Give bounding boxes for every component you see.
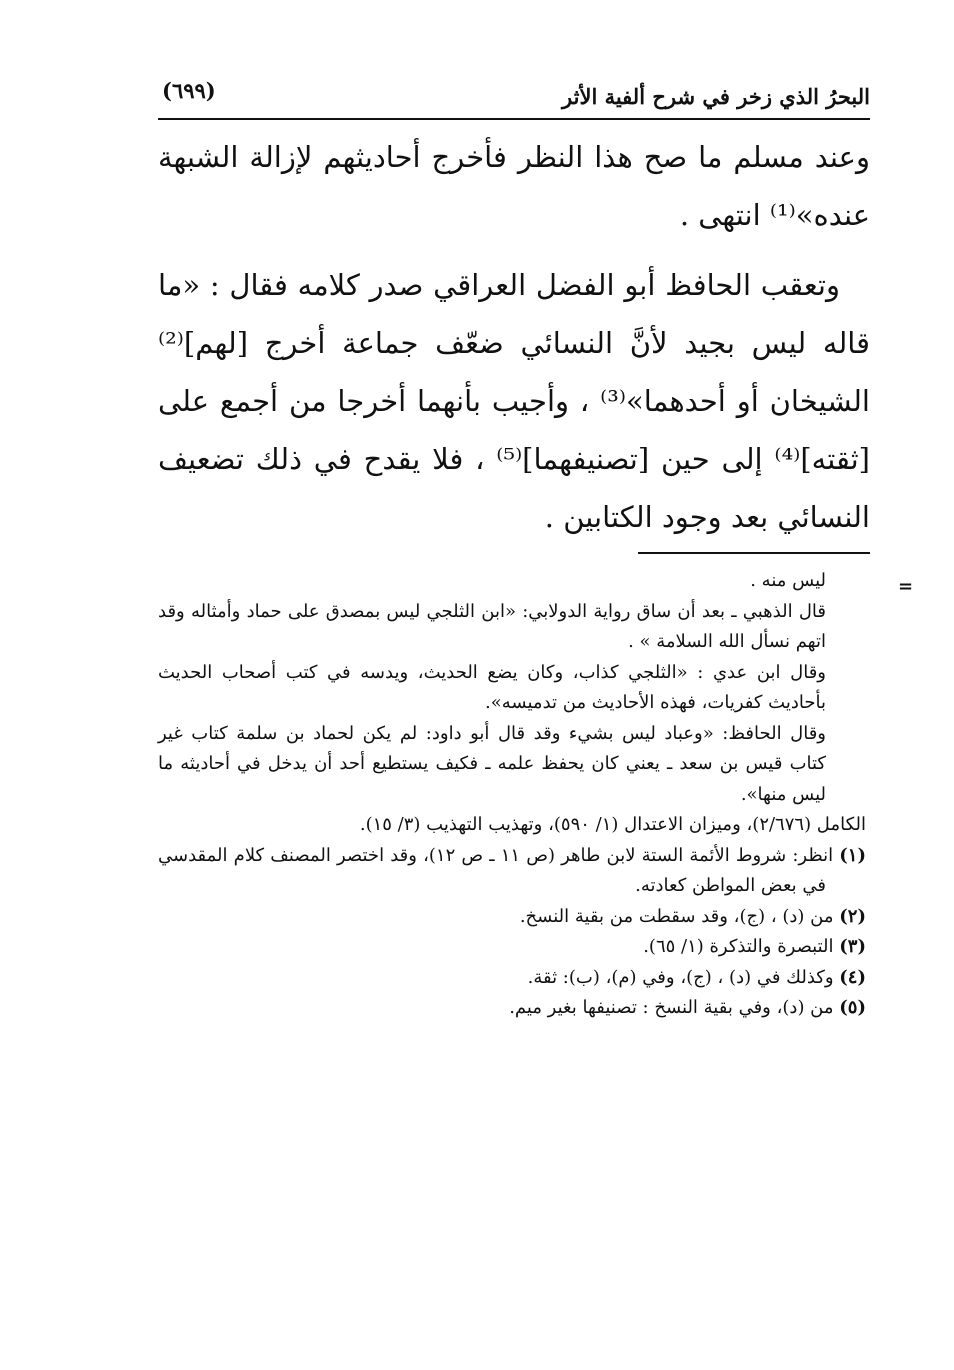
footnote-continuation: وقال الحافظ: «وعباد ليس بشيء وقد قال أبو داود: لم يكن لحماد بن سلمة كتاب غير كتاب قيس بن سعد ـ يعني كان يحفظ علمه ـ فكيف يستطيع أحد أن يدخل في أحاديثه ما ليس منها». — [158, 722, 827, 805]
footnote-number: (٢) — [839, 905, 866, 927]
main-text — [158, 128, 870, 546]
footnote-text: من (د) ، (ج)، وقد سقطت من بقية النسخ. — [519, 905, 834, 927]
continuation-mark: = — [898, 576, 914, 597]
footnote-continuation: قال الذهبي ـ بعد أن ساق رواية الدولابي: «ابن الثلجي ليس بمصدق على حماد وأمثاله وقد اتهم نسأل الله السلامة » . — [158, 600, 826, 652]
footnotes — [158, 566, 870, 1024]
footnote-number: (٣) — [839, 936, 866, 957]
main-paragraph: وتعقب الحافظ أبو الفضل العراقي صدر كلامه فقال : «ما قاله ليس بجيد لأنَّ النسائي ضعّف جماعة أخرج [لهم]⁽²⁾ الشيخان أو أحدهما»⁽³⁾ ، وأجيب بأنهما أخرجا من أجمع على [ثقته]⁽⁴⁾ إلى حين [تصنيفهما]⁽⁵⁾ ، فلا يقدح في ذلك تضعيف النسائي بعد وجود الكتابين . — [158, 268, 870, 534]
footnote-number: (٤) — [839, 966, 866, 988]
page-number: (٦٩٩) — [162, 78, 216, 103]
page-header — [158, 74, 870, 120]
footnote-item — [158, 932, 870, 963]
footnote-number: (١) — [839, 844, 866, 866]
footnote-continuation: ليس منه . — [750, 570, 826, 591]
footnote-source: الكامل (٢/٦٧٦)، وميزان الاعتدال (١/ ٥٩٠)، وتهذيب التهذيب (٣/ ١٥). — [359, 814, 866, 835]
running-title: البحرُ الذي زخر في شرح ألفية الأثر — [562, 84, 870, 109]
footnote-text: انظر: شروط الأئمة الستة لابن طاهر (ص ١١ ـ ص ١٢)، وقد اختصر المصنف كلام المقدسي في بعض المواطن كعادته. — [158, 844, 834, 896]
footnote-separator — [638, 552, 870, 554]
footnote-item — [158, 841, 870, 902]
footnote-number: (٥) — [839, 997, 866, 1018]
footnote-continuation: وقال ابن عدي : «الثلجي كذاب، وكان يضع الحديث، ويدسه في كتب أصحاب الحديث بأحاديث كفريات، فهذه الأحاديث من تدميسه». — [158, 661, 826, 713]
footnote-text: وكذلك في (د) ، (ج)، وفي (م)، (ب): ثقة. — [527, 966, 834, 988]
footnote-item — [158, 993, 870, 1024]
footnote-text: من (د)، وفي بقية النسخ : تصنيفها بغير ميم. — [509, 997, 834, 1018]
main-paragraph: وعند مسلم ما صح هذا النظر فأخرج أحاديثهم لإزالة الشبهة عنده»⁽¹⁾ انتهى . — [158, 140, 870, 232]
footnote-item — [158, 963, 870, 994]
footnote-text: التبصرة والتذكرة (١/ ٦٥). — [643, 936, 834, 957]
footnote-item — [158, 902, 870, 933]
